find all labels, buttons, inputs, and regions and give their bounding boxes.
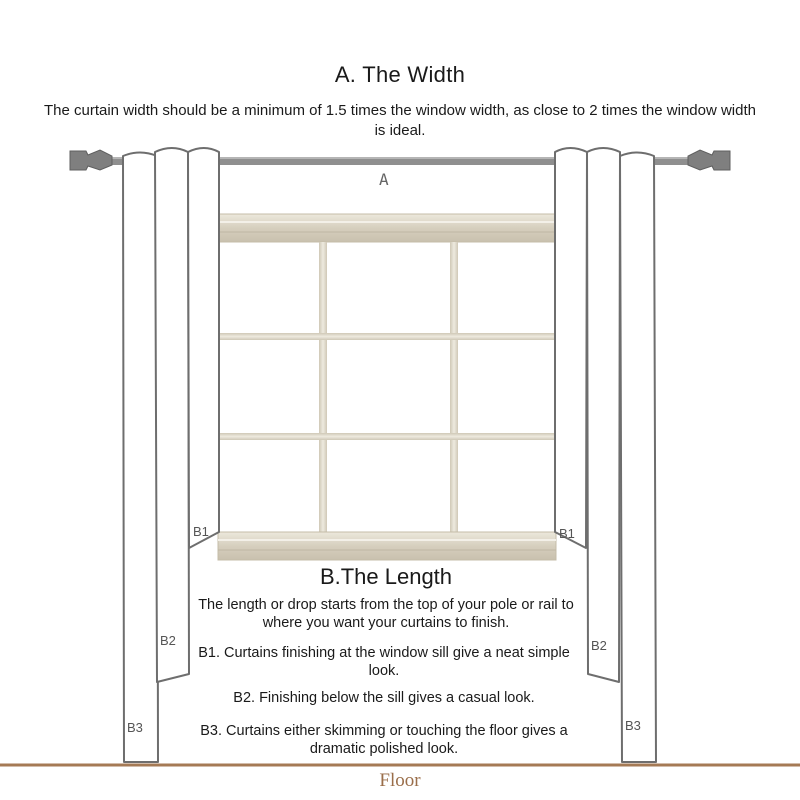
window-mullion-left [319, 242, 327, 532]
length-section-description: The length or drop starts from the top of your pole or rail to where you want your curtains to finish. [198, 597, 574, 631]
window-sill [218, 532, 556, 560]
width-section-title: A. The Width [334, 62, 466, 87]
right-finial-icon [688, 150, 730, 170]
window-top-frame [218, 214, 556, 242]
width-section-description: The curtain width should be a minimum of 1.5 times the window width, as close to 2 times the window width is ideal. [43, 102, 756, 139]
rod-label: A [379, 170, 389, 189]
length-section-title: B.The Length [319, 564, 453, 589]
left-b1-label: B1 [193, 524, 209, 539]
left-b2-label: B2 [160, 633, 176, 648]
left-panel-b1 [188, 148, 219, 548]
window [218, 214, 556, 560]
right-b2-label: B2 [591, 638, 607, 653]
left-panel-b3 [123, 153, 158, 763]
right-b3-label: B3 [625, 718, 641, 733]
window-transom-lower [218, 433, 556, 440]
right-panel-b3 [620, 153, 656, 763]
note-b3: B3. Curtains either skimming or touching the floor gives a dramatic polished look. [200, 723, 568, 757]
floor-label: Floor [379, 770, 421, 791]
window-transom-upper [218, 333, 556, 340]
window-mullion-right [450, 242, 458, 532]
left-b3-label: B3 [127, 720, 143, 735]
right-b1-label: B1 [559, 526, 575, 541]
note-b1: B1. Curtains finishing at the window sill give a neat simple look. [198, 645, 570, 679]
note-b2: B2. Finishing below the sill gives a casual look. [233, 690, 535, 706]
right-panel-b2 [587, 148, 620, 682]
left-panel-b2 [155, 148, 189, 682]
left-finial-icon [70, 150, 112, 170]
right-panel-b1 [555, 148, 587, 548]
